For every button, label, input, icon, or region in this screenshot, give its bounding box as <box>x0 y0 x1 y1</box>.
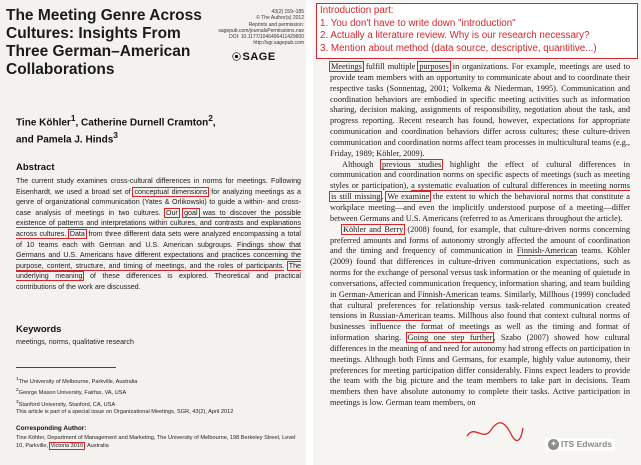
affiliation-text: George Mason University, Fairfax, VA, USA <box>18 390 127 397</box>
affiliations <box>16 375 301 409</box>
article-first-page <box>0 0 306 465</box>
publisher-logo <box>232 50 276 63</box>
annotation-line: 1. You don't have to write down "introduction" <box>320 17 516 29</box>
abstract-span: from three different data sets were analyzed encompassing a total of 10 teams each with German and U.S. American subgroups. <box>16 229 301 249</box>
highlight-still-missing: is still missing <box>331 192 381 202</box>
underline-russian-american: Russian-American <box>369 311 431 321</box>
underline-goal-text: was to discover the possible existence of patterns and interpretations within cultures, and contrasts and explanations across cultures. <box>16 208 301 238</box>
highlight-kohler-berry: Köhler and Berry <box>343 224 404 234</box>
author-sup: 3 <box>113 130 118 141</box>
highlight-our: Our <box>165 208 178 217</box>
body-span: fulfill multiple <box>362 62 419 71</box>
author-sup: 1 <box>70 113 76 123</box>
affiliation-text: The University of Melbourne, Parkville, Australia <box>18 378 138 385</box>
highlight-goal: goal <box>184 208 198 217</box>
meta-line: © The Author(s) 2012 <box>256 15 304 22</box>
body-span: teams. Similarly, Millhous (1999) concluded that cultural preferences for relationship versus task-related communication created tensions in <box>330 289 630 321</box>
body-span: teams. Millhous also found that context cultural norms of businesses influence the format of meetings as well as the timing and format of information sharing. <box>330 311 630 343</box>
sage-icon: ⦿ <box>232 52 242 62</box>
abstract-span: for analyzing meetings as a genre of organizational communication (Yates & Orlikowski) to guide a within- and cross-case analysis of meetings in two cultures. <box>16 187 301 217</box>
body-span: . <box>381 192 387 202</box>
body-span: , Szabo (2007) showed how cultural differences in the meaning of and need for autonomy had strong effects on participation in meetings. Although both Finns and Germans, for example, highly value autonomy, their preferences for meeting participation differ considerably. Finns expect leaders to provide the team with the big picture and the team members to take part in decisions. Team members then have absolute autonomy to complete their tasks. Active participation in meetings is low. German team members, on <box>330 333 630 408</box>
body-span: Although <box>342 159 381 169</box>
author-separator: , <box>75 117 82 129</box>
abstract-span: The current study examines cross-cultural differences in norms for meetings. Following Eisenhardt, we used a broad set of <box>16 177 301 196</box>
highlight-purposes: purposes <box>419 62 449 71</box>
affiliation-sup: 3 <box>16 398 19 404</box>
corresponding-span: Tine Köhler, Department of Management and Marketing, The University of Melbourne, 198 Berkeley Street, Level 10, Parkville, <box>16 435 296 449</box>
affiliation-line <box>16 375 301 386</box>
author-name: Catherine Durnell Cramton <box>81 117 209 129</box>
wechat-icon: ✦ <box>548 439 559 450</box>
highlight-underlying-meaning: The underlying meaning <box>16 261 301 281</box>
underline-systematic-evaluation: a systematic evaluation of cultural differences in meeting norms <box>411 181 630 191</box>
keywords-text: meetings, norms, qualitative research <box>16 338 134 346</box>
annotation-line: 3. Mention about method (data source, descriptive, quantitive...) <box>320 42 597 54</box>
introduction-body <box>330 62 630 409</box>
paragraph <box>330 62 630 160</box>
article-title: The Meeting Genre Across Cultures: Insights From Three German–American Collaborations <box>6 7 202 78</box>
body-span: in organizations. For example, meetings are used to provide team members with an opportunity to communicate about and to coordinate their respective tasks (Sonnentag, 2001; Volkema & Niederman, 1995). Communication and coordination behaviors are embodied in specific meeting activities such as information sharing, decision making, assignments of responsibility, negotiation about the task, and progress reporting. Recent research has found, however, expectations for appropriate communication and coordination behaviors differ across cultures; these culture-driven communication and coordination norms affect team processes in multicultural teams (e.g., Friday, 1989; Köhler, 2009). <box>330 62 630 158</box>
highlight-conceptual-dimensions: conceptual dimensions <box>134 187 208 196</box>
affiliation-sup: 1 <box>16 376 19 381</box>
highlight-findings: Findings show that Germans and U.S. Americans have different expectations and practices concerning the purpose, content, structure, and timing of meetings, and the roles of participants. <box>16 240 301 270</box>
meta-line: sagepub.com/journalsPermissions.nav <box>218 27 304 34</box>
highlight-data: Data <box>69 229 85 238</box>
author-and: and <box>16 134 37 146</box>
meta-line: 43(2) 159–185 <box>271 9 304 15</box>
corresponding-text <box>16 434 304 450</box>
watermark-text: ITS Edwards <box>561 439 613 449</box>
meta-line: Reprints and permission: <box>248 21 304 28</box>
meta-line: http://sgr.sagepub.com <box>253 40 304 47</box>
journal-meta <box>218 9 304 47</box>
publisher-name: SAGE <box>242 51 276 63</box>
highlight-we-examine: We examine <box>387 192 430 202</box>
corresponding-heading: Corresponding Author: <box>16 425 87 432</box>
page-gutter <box>306 0 313 465</box>
author-sup: 2 <box>208 113 213 123</box>
corresponding-span: , Australia <box>84 443 109 449</box>
abstract-span: of these differences is explored. Theoretical and practical contributions of the work are discussed. <box>16 272 301 291</box>
author-list <box>16 112 301 147</box>
keywords-heading: Keywords <box>16 324 62 335</box>
annotation-line: Introduction part: <box>320 5 394 16</box>
body-span: highlight the effect of cultural differences in communication and coordination norms on specific aspects of meetings (such as meeting styles or participation), <box>330 159 630 191</box>
underline-finnish-american: Finnish-American <box>516 246 578 256</box>
annotation-line: 2. Actually a literature review. Why is our research necessary? <box>320 30 590 42</box>
paragraph <box>330 160 630 225</box>
body-span: the extent to which the behavioral norms that constitute a workplace meeting—and even the implicitly understood purpose of a meeting—differ between Germans and U.S. Americans (referred to as Americans throughout the article). <box>330 192 630 223</box>
footnote-divider <box>16 367 116 368</box>
highlight-going-further: Going one step further <box>407 333 493 343</box>
affiliation-sup: 2 <box>16 387 19 393</box>
affiliation-text: Stanford University, Stanford, CA, USA <box>18 401 116 408</box>
abstract-text <box>16 176 301 293</box>
affiliation-line <box>16 398 301 409</box>
paragraph <box>330 225 630 409</box>
body-span: (2008) found, for example, that culture-driven norms concerning preferred amounts and forms of autonomy strongly affected the amount of coordination and the timing and frequency of communication in <box>330 224 630 256</box>
highlight-previous-studies: previous studies <box>382 159 442 169</box>
meta-line: DOI: 10.1177/1046496411429600 <box>229 34 304 41</box>
author-separator: , <box>212 117 216 129</box>
pen-scribble <box>465 420 525 444</box>
author-name: Tine Köhler <box>16 117 71 129</box>
affiliation-line <box>16 386 301 397</box>
annotation-note <box>320 5 638 55</box>
highlight-victoria: Victoria 3010 <box>50 443 84 449</box>
watermark <box>545 438 615 451</box>
abstract-heading: Abstract <box>16 162 55 173</box>
underline-german-finnish: German-American and Finnish-American <box>338 289 479 299</box>
body-span: teams. Köhler (2009) found that differences in culture-driven communication expectations, such as norms for the exchange of personal versus task information or the meaning of quietude in conversations, affected communication frequency, information sharing, and team building in <box>330 246 630 299</box>
special-issue-note: This article is part of a special issue on Organizational Meetings, SGR, 43(2), April 2012 <box>16 409 234 415</box>
highlight-meetings: Meetings <box>331 62 362 71</box>
author-name: Pamela J. Hinds <box>36 134 114 146</box>
